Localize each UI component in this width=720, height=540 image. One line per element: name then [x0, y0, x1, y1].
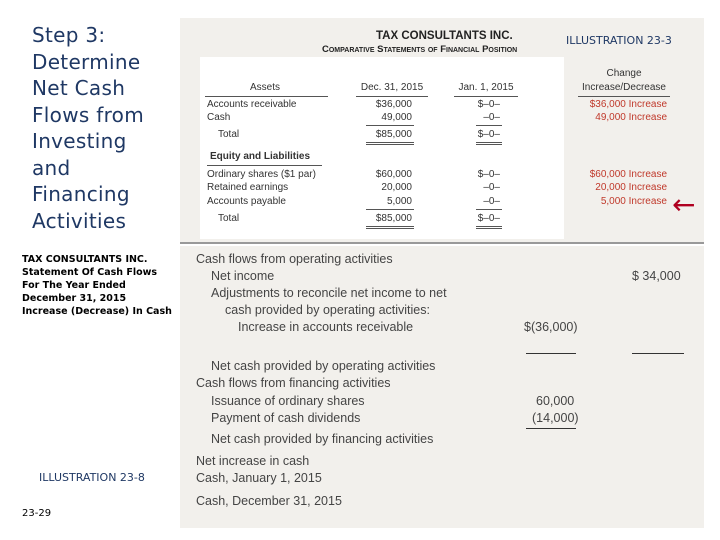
- issuance-value: 60,000: [536, 394, 575, 408]
- change-header: Change: [606, 68, 642, 79]
- net-income-label: Net income: [211, 269, 275, 283]
- ordinary-shares-jan: $–0–: [477, 169, 500, 180]
- increase-ar-label: Increase in accounts receivable: [238, 320, 414, 334]
- header-underline: [205, 96, 328, 97]
- financing-header: Cash flows from financing activities: [196, 376, 391, 390]
- illustration-label-top: ILLUSTRATION 23-3: [566, 34, 672, 47]
- subtotal-line: [366, 125, 414, 126]
- dividends-value: (14,000): [532, 411, 579, 425]
- arrow-left-icon: ←: [672, 188, 696, 221]
- retained-earnings-change: 20,000 Increase: [595, 182, 667, 193]
- title-line: Determine: [32, 49, 141, 74]
- balance-sheet-subtitle: Comparative Statements of Financial Position: [322, 44, 518, 55]
- dividends-label: Payment of cash dividends: [211, 411, 361, 425]
- ordinary-shares-label: Ordinary shares ($1 par): [207, 169, 316, 180]
- issuance-label: Issuance of ordinary shares: [211, 394, 365, 408]
- assets-total-jan: $–0–: [477, 129, 500, 140]
- ordinary-shares-change: $60,000 Increase: [589, 169, 667, 180]
- title-line: Financing: [32, 182, 130, 206]
- statement-label-line: December 31, 2015: [22, 293, 127, 304]
- header-underline: [356, 96, 428, 97]
- header-underline: [454, 96, 518, 97]
- total-double-line: [366, 228, 414, 229]
- title-line: Investing: [32, 129, 127, 153]
- title-line: Step 3:: [32, 23, 106, 47]
- blank-amount-line: [526, 353, 576, 354]
- header-underline: [207, 165, 322, 166]
- total-double-line: [366, 226, 414, 227]
- statement-label-line: Statement Of Cash Flows: [22, 267, 158, 278]
- total-double-line: [476, 228, 502, 229]
- ar-label: Accounts receivable: [207, 99, 297, 110]
- cash-change: 49,000 Increase: [595, 112, 667, 123]
- cash-jan: –0–: [483, 112, 500, 123]
- total-double-line: [476, 144, 502, 145]
- cash-december-label: Cash, December 31, 2015: [196, 494, 342, 508]
- operating-header: Cash flows from operating activities: [196, 252, 393, 266]
- net-increase-label: Net increase in cash: [196, 454, 310, 468]
- assets-header: Assets: [249, 82, 280, 93]
- increase-ar-value: $(36,000): [524, 320, 578, 334]
- net-cash-operating-label: Net cash provided by operating activities: [211, 359, 436, 373]
- balance-sheet-company: TAX CONSULTANTS INC.: [376, 30, 513, 42]
- assets-total-label: Total: [218, 129, 240, 140]
- title-line: Activities: [32, 208, 127, 233]
- equity-total-jan: $–0–: [477, 213, 500, 224]
- assets-total-dec: $85,000: [375, 129, 412, 140]
- subtotal-line: [476, 209, 502, 210]
- subtotal-line: [526, 428, 576, 429]
- accounts-payable-change: 5,000 Increase: [600, 196, 667, 207]
- accounts-payable-label: Accounts payable: [207, 196, 286, 207]
- total-double-line: [366, 144, 414, 145]
- retained-earnings-dec: 20,000: [381, 182, 412, 193]
- accounts-payable-jan: –0–: [483, 196, 500, 207]
- retained-earnings-label: Retained earnings: [207, 182, 289, 193]
- statement-label: [22, 253, 177, 318]
- retained-earnings-jan: –0–: [483, 182, 500, 193]
- ar-dec: $36,000: [375, 99, 412, 110]
- subtotal-line: [366, 209, 414, 210]
- equity-total-label: Total: [218, 213, 240, 224]
- ar-change: $36,000 Increase: [589, 99, 667, 110]
- title-line: and: [32, 155, 71, 180]
- subtotal-line: [476, 125, 502, 126]
- title-line: Net Cash: [32, 76, 126, 100]
- ordinary-shares-dec: $60,000: [375, 169, 412, 180]
- net-cash-financing-label: Net cash provided by financing activities: [211, 432, 434, 446]
- cash-label: Cash: [207, 112, 231, 123]
- dec-header: Dec. 31, 2015: [360, 82, 424, 93]
- page-number: 23-29: [22, 508, 52, 519]
- ar-jan: $–0–: [477, 99, 500, 110]
- total-double-line: [366, 142, 414, 143]
- equity-total-dec: $85,000: [375, 213, 412, 224]
- adjustments-line: cash provided by operating activities:: [225, 303, 430, 317]
- change-header: Increase/Decrease: [582, 82, 666, 93]
- cash-january-label: Cash, January 1, 2015: [196, 471, 322, 485]
- accounts-payable-dec: 5,000: [386, 196, 412, 207]
- total-double-line: [476, 226, 502, 227]
- illustration-label-bottom: ILLUSTRATION 23-8: [39, 471, 145, 484]
- blank-amount-line: [632, 353, 684, 354]
- net-income-value: $ 34,000: [632, 269, 681, 283]
- statement-label-line: TAX CONSULTANTS INC.: [22, 254, 148, 265]
- header-underline: [578, 96, 670, 97]
- adjustments-line: Adjustments to reconcile net income to net: [211, 286, 447, 300]
- cash-dec: 49,000: [381, 112, 412, 123]
- jan-header: Jan. 1, 2015: [458, 82, 514, 93]
- statement-label-line: Increase (Decrease) In Cash: [22, 306, 172, 317]
- title-line: Flows from: [32, 102, 144, 127]
- equity-liabilities-header: Equity and Liabilities: [210, 151, 311, 162]
- statement-label-line: For The Year Ended: [22, 280, 126, 291]
- total-double-line: [476, 142, 502, 143]
- slide-title: [32, 22, 172, 234]
